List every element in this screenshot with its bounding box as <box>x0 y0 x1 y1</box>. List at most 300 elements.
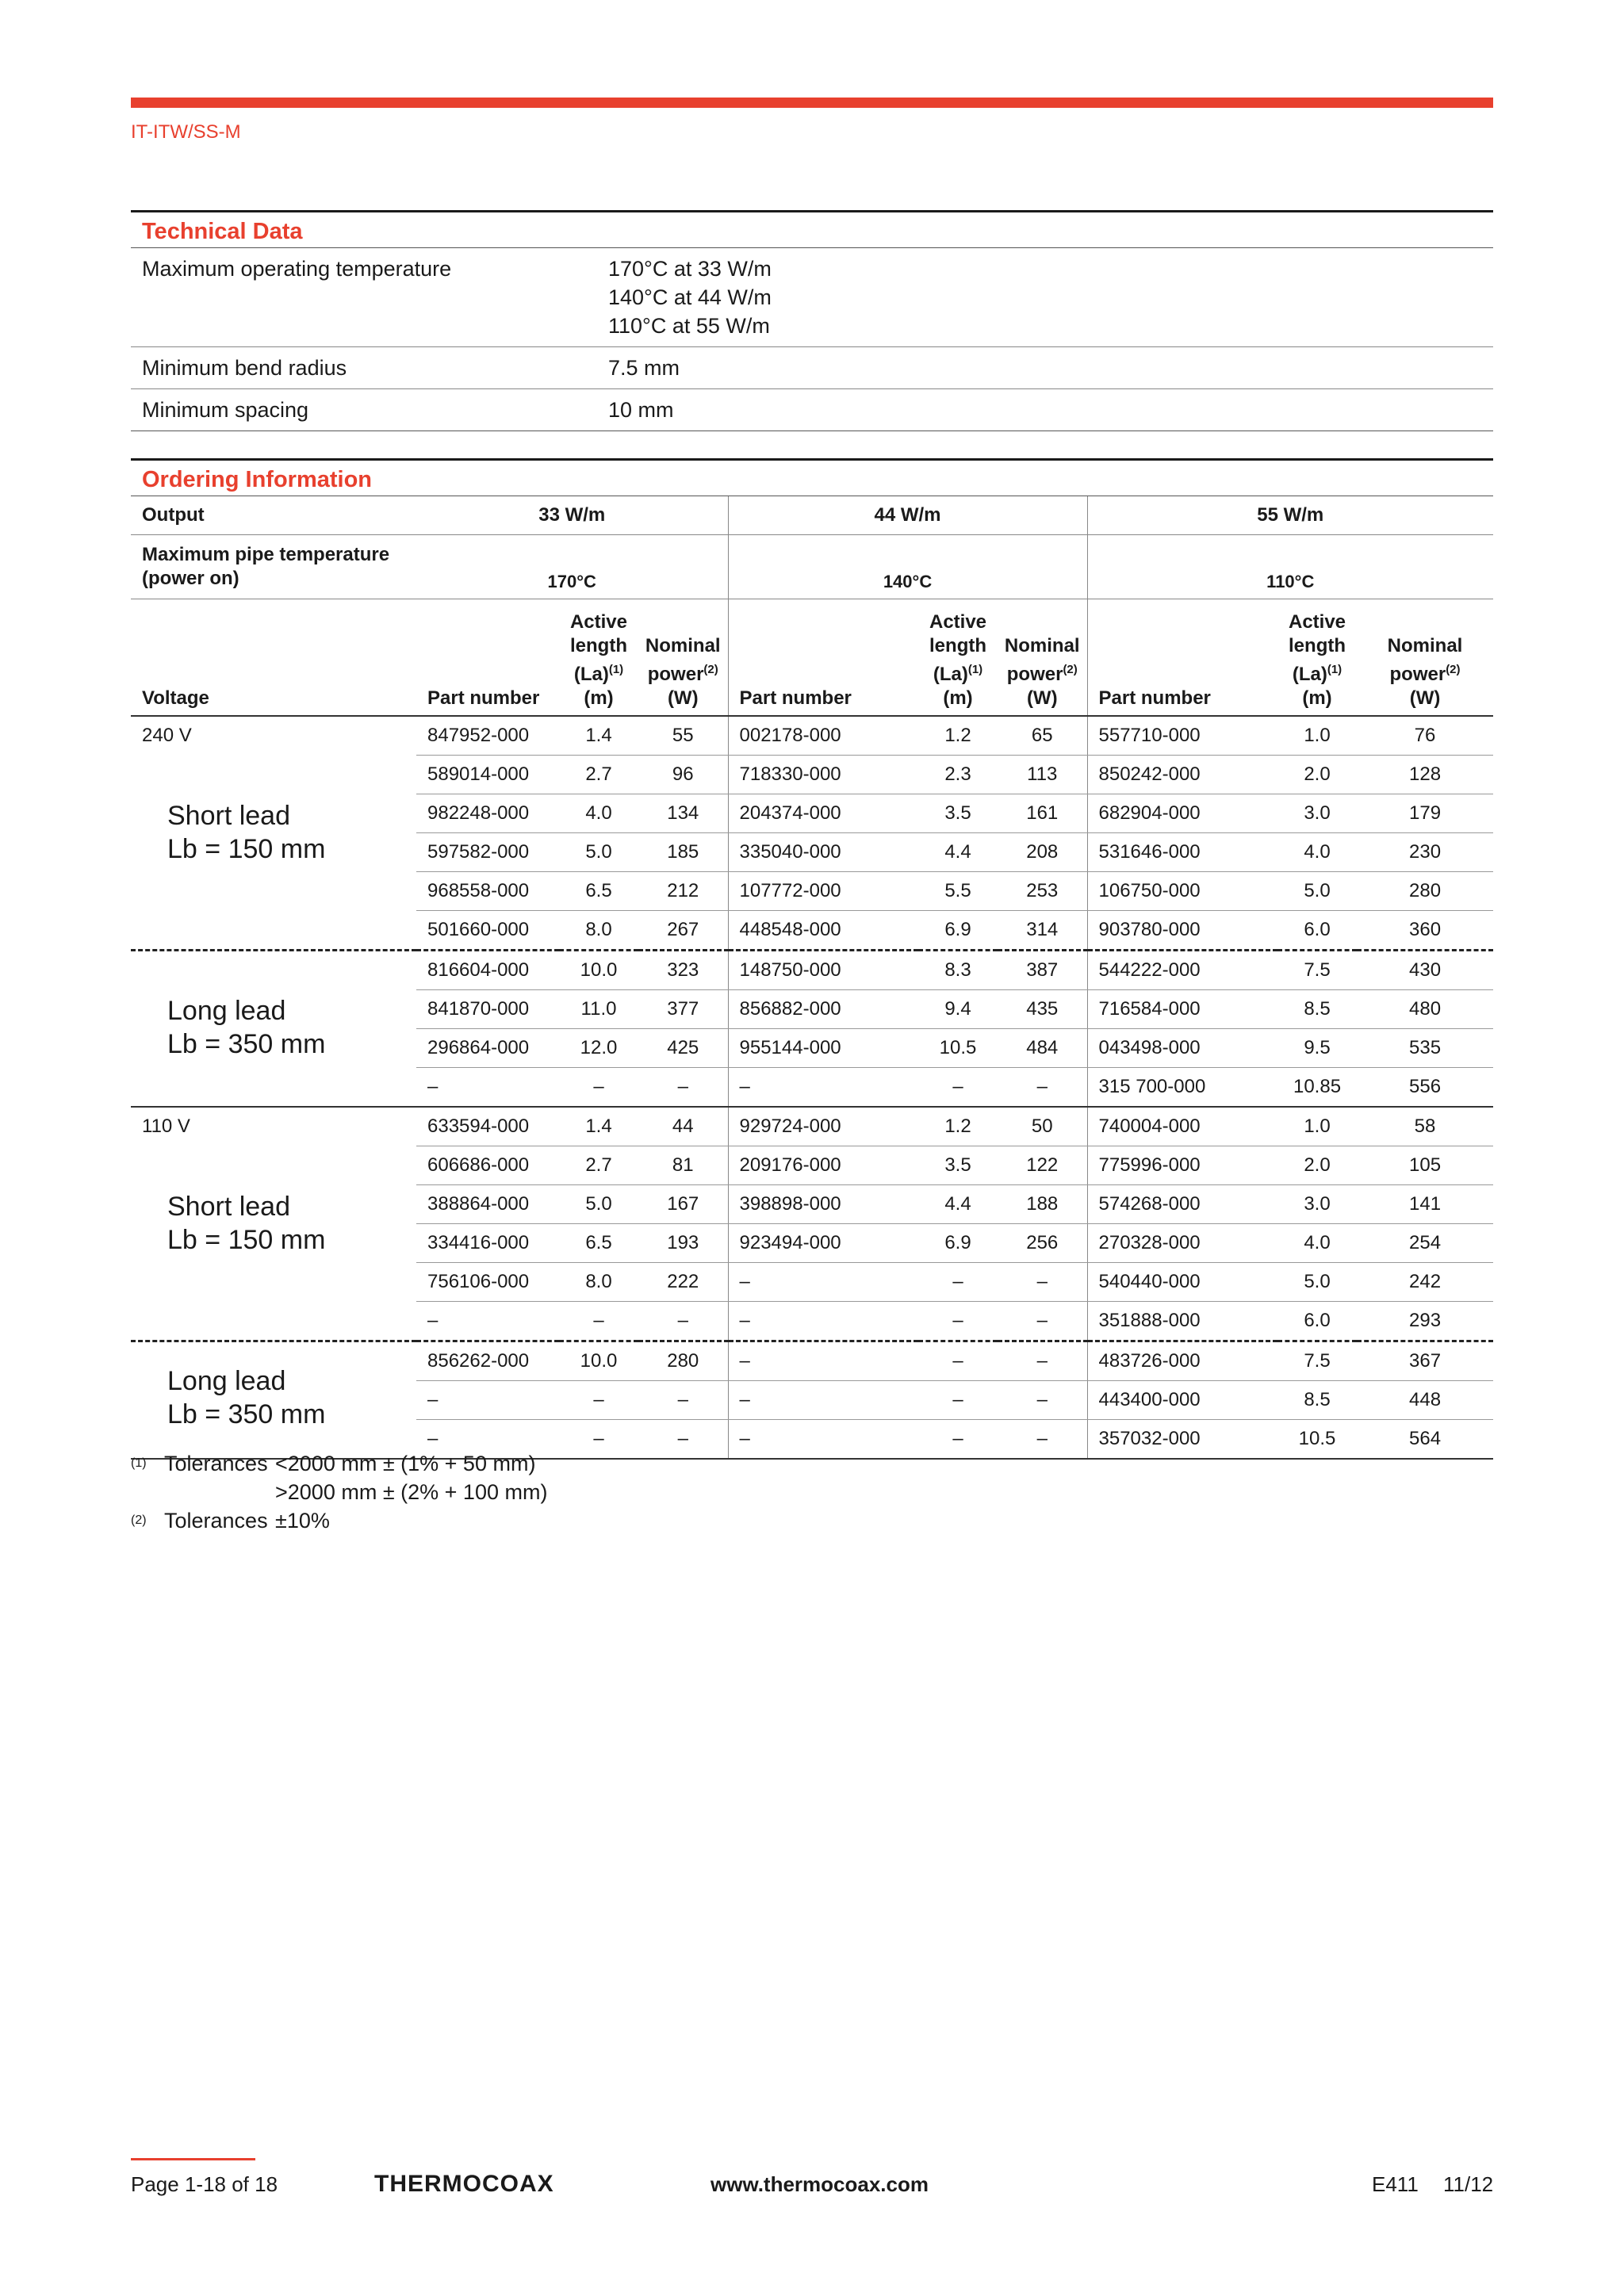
long-lead-line: Long lead <box>167 1366 286 1396</box>
table-cell: – <box>638 1068 728 1108</box>
table-cell: 501660-000 <box>416 911 559 951</box>
col-power-line <box>998 687 1087 710</box>
output-label: Output <box>131 496 416 535</box>
table-cell: 484 <box>998 1029 1087 1068</box>
table-cell: 398898-000 <box>728 1185 918 1224</box>
table-cell: 2.0 <box>1277 1146 1357 1185</box>
short-lead-line: Short lead <box>167 1192 290 1222</box>
table-cell: 929724-000 <box>728 1107 918 1146</box>
col-active-line <box>559 658 638 687</box>
col-power-text: Nominal <box>1004 635 1080 656</box>
col-active-length <box>559 599 638 717</box>
table-cell: 7.5 <box>1277 951 1357 990</box>
col-active-line <box>1277 610 1357 634</box>
table-cell: – <box>559 1381 638 1420</box>
output-33: 33 W/m <box>416 496 728 535</box>
table-cell: 315 700-000 <box>1087 1068 1277 1108</box>
table-cell: – <box>559 1068 638 1108</box>
col-active-line <box>918 634 998 658</box>
voltage-cell <box>131 1107 416 1341</box>
table-cell: 188 <box>998 1185 1087 1224</box>
table-cell: 81 <box>638 1146 728 1185</box>
table-cell: 8.5 <box>1277 1381 1357 1420</box>
table-cell: 230 <box>1357 833 1493 872</box>
max-temp-110: 110°C <box>1087 535 1493 599</box>
footnote-label <box>164 1478 275 1506</box>
table-cell: – <box>559 1302 638 1341</box>
table-cell: 535 <box>1357 1029 1493 1068</box>
table-cell: – <box>416 1302 559 1341</box>
table-cell: 6.5 <box>559 1224 638 1263</box>
table-cell: 1.2 <box>918 716 998 756</box>
table-cell: 8.0 <box>559 1263 638 1302</box>
footnote-text: <2000 mm ± (1% + 50 mm) <box>275 1452 536 1475</box>
table-cell: 222 <box>638 1263 728 1302</box>
col-power-line <box>998 634 1087 658</box>
col-power-line <box>1357 658 1493 687</box>
technical-label: Minimum spacing <box>131 389 597 431</box>
table-cell: 606686-000 <box>416 1146 559 1185</box>
table-cell: 7.5 <box>1277 1341 1357 1381</box>
max-temp-140: 140°C <box>728 535 1087 599</box>
col-voltage: Voltage <box>131 599 416 717</box>
table-cell: 1.2 <box>918 1107 998 1146</box>
top-accent-bar <box>131 98 1493 108</box>
col-power-text: power <box>1389 664 1446 685</box>
short-lead-line: Lb = 150 mm <box>167 834 326 864</box>
table-cell: 280 <box>1357 872 1493 911</box>
table-cell: 556 <box>1357 1068 1493 1108</box>
table-cell: 185 <box>638 833 728 872</box>
table-cell: 5.0 <box>559 833 638 872</box>
technical-label: Maximum operating temperature <box>131 248 597 347</box>
table-cell: 557710-000 <box>1087 716 1277 756</box>
table-row <box>131 716 1493 756</box>
table-cell: 483726-000 <box>1087 1341 1277 1381</box>
col-active-text: (m) <box>1302 687 1332 709</box>
table-cell: – <box>998 1263 1087 1302</box>
table-cell: 3.0 <box>1277 1185 1357 1224</box>
table-cell: 443400-000 <box>1087 1381 1277 1420</box>
table-cell: 540440-000 <box>1087 1263 1277 1302</box>
col-active-length <box>1277 599 1357 717</box>
table-cell: 6.0 <box>1277 1302 1357 1341</box>
table-cell: 113 <box>998 756 1087 794</box>
technical-data-title: Technical Data <box>131 210 1493 248</box>
max-temp-label-line1: Maximum pipe temperature <box>142 544 390 565</box>
col-active-line <box>559 634 638 658</box>
col-active-text: Active <box>1288 611 1346 633</box>
table-cell: 480 <box>1357 990 1493 1029</box>
table-cell: 193 <box>638 1224 728 1263</box>
table-cell: – <box>998 1420 1087 1460</box>
table-cell: 55 <box>638 716 728 756</box>
footnote-ref-2: (2) <box>703 663 718 676</box>
table-cell: 5.0 <box>1277 872 1357 911</box>
table-cell: 633594-000 <box>416 1107 559 1146</box>
table-cell: 856882-000 <box>728 990 918 1029</box>
table-cell: 8.0 <box>559 911 638 951</box>
table-cell: 1.4 <box>559 716 638 756</box>
footnote-ref-1: (1) <box>1327 663 1342 676</box>
table-cell: 377 <box>638 990 728 1029</box>
table-cell: 847952-000 <box>416 716 559 756</box>
ordering-table <box>131 496 1493 1460</box>
technical-data-section <box>131 210 1493 431</box>
table-cell: 10.5 <box>1277 1420 1357 1460</box>
table-cell: 5.0 <box>1277 1263 1357 1302</box>
table-cell: 209176-000 <box>728 1146 918 1185</box>
technical-row <box>131 389 1493 431</box>
ordering-information-section <box>131 458 1493 1460</box>
col-active-line <box>918 687 998 710</box>
footnote-marker: (1) <box>131 1456 147 1470</box>
short-lead-line: Short lead <box>167 801 290 831</box>
table-cell: 267 <box>638 911 728 951</box>
document-code: IT-ITW/SS-M <box>131 121 241 143</box>
table-cell: – <box>918 1341 998 1381</box>
table-cell: 5.5 <box>918 872 998 911</box>
footnote-text: ±10% <box>275 1509 330 1533</box>
table-cell: 850242-000 <box>1087 756 1277 794</box>
table-row <box>131 1107 1493 1146</box>
footnote-ref-2: (2) <box>1446 663 1461 676</box>
footnote-marker <box>131 1478 164 1506</box>
col-active-text: (m) <box>943 687 973 709</box>
table-cell: 982248-000 <box>416 794 559 833</box>
table-cell: 1.0 <box>1277 716 1357 756</box>
table-cell: 58 <box>1357 1107 1493 1146</box>
col-power-text: (W) <box>1409 687 1441 709</box>
table-cell: – <box>918 1068 998 1108</box>
table-row <box>131 951 1493 990</box>
table-cell: 448548-000 <box>728 911 918 951</box>
footer-date: 11/12 <box>1443 2172 1494 2196</box>
col-active-length <box>918 599 998 717</box>
footnote-ref-1: (1) <box>608 663 624 676</box>
table-cell: 270328-000 <box>1087 1224 1277 1263</box>
output-55: 55 W/m <box>1087 496 1493 535</box>
table-cell: – <box>998 1302 1087 1341</box>
table-cell: – <box>416 1381 559 1420</box>
table-cell: 531646-000 <box>1087 833 1277 872</box>
footnote-label: Tolerances <box>164 1452 268 1475</box>
col-active-text: Active <box>569 611 628 633</box>
long-lead-label <box>167 994 325 1061</box>
table-cell: 148750-000 <box>728 951 918 990</box>
table-cell: – <box>638 1302 728 1341</box>
footnote-line <box>131 1506 547 1535</box>
table-row <box>131 1341 1493 1381</box>
table-cell: 335040-000 <box>728 833 918 872</box>
table-cell: 6.9 <box>918 1224 998 1263</box>
col-power-line <box>998 658 1087 687</box>
table-cell: 8.3 <box>918 951 998 990</box>
table-cell: 448 <box>1357 1381 1493 1420</box>
col-active-text: (m) <box>584 687 614 709</box>
col-power-text: power <box>1006 664 1063 685</box>
table-cell: 043498-000 <box>1087 1029 1277 1068</box>
short-lead-line: Lb = 150 mm <box>167 1225 326 1255</box>
col-part-number: Part number <box>728 599 918 717</box>
table-cell: 10.0 <box>559 951 638 990</box>
voltage-label: 240 V <box>142 725 192 746</box>
footer-accent-line <box>131 2158 255 2160</box>
table-cell: 388864-000 <box>416 1185 559 1224</box>
table-cell: 314 <box>998 911 1087 951</box>
table-cell: 968558-000 <box>416 872 559 911</box>
table-cell: 740004-000 <box>1087 1107 1277 1146</box>
table-cell: 1.4 <box>559 1107 638 1146</box>
table-cell: 903780-000 <box>1087 911 1277 951</box>
table-cell: 775996-000 <box>1087 1146 1277 1185</box>
short-lead-label <box>167 799 325 866</box>
table-cell: 6.9 <box>918 911 998 951</box>
table-cell: 430 <box>1357 951 1493 990</box>
table-cell: 544222-000 <box>1087 951 1277 990</box>
table-cell: 334416-000 <box>416 1224 559 1263</box>
table-cell: – <box>918 1263 998 1302</box>
footnote-ref-1: (1) <box>967 663 983 676</box>
table-cell: 589014-000 <box>416 756 559 794</box>
table-cell: 122 <box>998 1146 1087 1185</box>
table-cell: 8.5 <box>1277 990 1357 1029</box>
footnote-label: Tolerances <box>164 1509 268 1533</box>
max-temp-row <box>131 535 1493 599</box>
table-cell: 923494-000 <box>728 1224 918 1263</box>
footnote-line <box>131 1449 547 1478</box>
table-cell: – <box>728 1068 918 1108</box>
table-cell: 2.3 <box>918 756 998 794</box>
col-active-text: length <box>570 635 627 656</box>
table-cell: 2.0 <box>1277 756 1357 794</box>
table-cell: – <box>416 1420 559 1460</box>
table-cell: 128 <box>1357 756 1493 794</box>
table-cell: 11.0 <box>559 990 638 1029</box>
table-cell: 208 <box>998 833 1087 872</box>
technical-value-line: 110°C at 55 W/m <box>608 314 770 338</box>
table-cell: 716584-000 <box>1087 990 1277 1029</box>
table-cell: 1.0 <box>1277 1107 1357 1146</box>
short-lead-label <box>167 1190 325 1257</box>
table-cell: 682904-000 <box>1087 794 1277 833</box>
lead-cell <box>131 1341 416 1460</box>
output-row <box>131 496 1493 535</box>
column-header-row <box>131 599 1493 717</box>
table-cell: 280 <box>638 1341 728 1381</box>
col-power-line <box>638 634 728 658</box>
table-cell: 254 <box>1357 1224 1493 1263</box>
table-cell: – <box>728 1302 918 1341</box>
table-cell: 002178-000 <box>728 716 918 756</box>
col-part-number: Part number <box>416 599 559 717</box>
footer-doc-code: E411 <box>1372 2172 1419 2196</box>
long-lead-line: Long lead <box>167 996 286 1026</box>
col-nominal-power <box>1357 599 1493 717</box>
col-nominal-power <box>998 599 1087 717</box>
footer-brand-logo: THERMOCOAX <box>374 2171 554 2197</box>
table-cell: 756106-000 <box>416 1263 559 1302</box>
table-cell: 5.0 <box>559 1185 638 1224</box>
table-cell: 4.0 <box>1277 1224 1357 1263</box>
table-cell: 10.5 <box>918 1029 998 1068</box>
footnote-marker: (2) <box>131 1513 147 1527</box>
col-power-line <box>1357 634 1493 658</box>
col-active-line <box>559 610 638 634</box>
col-active-line <box>559 687 638 710</box>
table-cell: 9.5 <box>1277 1029 1357 1068</box>
col-power-line <box>638 687 728 710</box>
table-cell: 9.4 <box>918 990 998 1029</box>
technical-value-line: 7.5 mm <box>608 356 680 380</box>
table-cell: 204374-000 <box>728 794 918 833</box>
table-cell: 387 <box>998 951 1087 990</box>
col-active-line <box>918 610 998 634</box>
technical-data-table <box>131 248 1493 431</box>
table-cell: – <box>728 1263 918 1302</box>
table-cell: – <box>728 1420 918 1460</box>
table-cell: 3.0 <box>1277 794 1357 833</box>
table-cell: 134 <box>638 794 728 833</box>
table-cell: 179 <box>1357 794 1493 833</box>
table-cell: – <box>638 1381 728 1420</box>
col-active-line <box>918 658 998 687</box>
table-cell: – <box>998 1068 1087 1108</box>
table-cell: 856262-000 <box>416 1341 559 1381</box>
output-44: 44 W/m <box>728 496 1087 535</box>
technical-value <box>597 389 1493 431</box>
long-lead-line: Lb = 350 mm <box>167 1399 326 1429</box>
table-cell: – <box>918 1420 998 1460</box>
table-cell: 4.4 <box>918 833 998 872</box>
table-cell: – <box>918 1302 998 1341</box>
col-active-text: Active <box>929 611 987 633</box>
col-active-text: length <box>1289 635 1346 656</box>
table-cell: 955144-000 <box>728 1029 918 1068</box>
technical-value-line: 170°C at 33 W/m <box>608 257 772 281</box>
col-part-number: Part number <box>1087 599 1277 717</box>
col-active-text: (La) <box>1292 664 1327 685</box>
footnote-line <box>131 1478 547 1506</box>
col-power-text: Nominal <box>645 635 721 656</box>
table-cell: 106750-000 <box>1087 872 1277 911</box>
max-temp-label-line2: (power on) <box>142 568 239 589</box>
table-cell: 574268-000 <box>1087 1185 1277 1224</box>
table-cell: 105 <box>1357 1146 1493 1185</box>
table-cell: 841870-000 <box>416 990 559 1029</box>
col-active-line <box>1277 687 1357 710</box>
long-lead-line: Lb = 350 mm <box>167 1029 326 1059</box>
table-cell: 50 <box>998 1107 1087 1146</box>
table-cell: 296864-000 <box>416 1029 559 1068</box>
table-cell: 107772-000 <box>728 872 918 911</box>
table-cell: 816604-000 <box>416 951 559 990</box>
table-cell: 256 <box>998 1224 1087 1263</box>
footer-url: www.thermocoax.com <box>710 2172 929 2196</box>
table-cell: 212 <box>638 872 728 911</box>
table-cell: – <box>638 1420 728 1460</box>
table-cell: – <box>918 1381 998 1420</box>
table-cell: 3.5 <box>918 794 998 833</box>
table-cell: 360 <box>1357 911 1493 951</box>
table-cell: 564 <box>1357 1420 1493 1460</box>
table-cell: 10.85 <box>1277 1068 1357 1108</box>
table-cell: 367 <box>1357 1341 1493 1381</box>
table-cell: 351888-000 <box>1087 1302 1277 1341</box>
table-cell: 425 <box>638 1029 728 1068</box>
col-power-text: (W) <box>667 687 699 709</box>
table-cell: – <box>559 1420 638 1460</box>
table-cell: – <box>998 1341 1087 1381</box>
technical-value <box>597 248 1493 347</box>
table-cell: 6.0 <box>1277 911 1357 951</box>
table-cell: 3.5 <box>918 1146 998 1185</box>
col-power-text: power <box>647 664 704 685</box>
table-cell: 242 <box>1357 1263 1493 1302</box>
table-cell: 12.0 <box>559 1029 638 1068</box>
technical-label: Minimum bend radius <box>131 347 597 389</box>
table-cell: 167 <box>638 1185 728 1224</box>
voltage-cell <box>131 716 416 951</box>
footnote-ref-2: (2) <box>1063 663 1078 676</box>
voltage-label: 110 V <box>142 1115 190 1137</box>
table-cell: – <box>416 1068 559 1108</box>
table-cell: 4.0 <box>1277 833 1357 872</box>
table-cell: 2.7 <box>559 756 638 794</box>
lead-cell <box>131 951 416 1108</box>
table-cell: 76 <box>1357 716 1493 756</box>
ordering-information-title: Ordering Information <box>131 458 1493 496</box>
table-cell: 293 <box>1357 1302 1493 1341</box>
technical-row <box>131 248 1493 347</box>
table-cell: 96 <box>638 756 728 794</box>
max-temp-170: 170°C <box>416 535 728 599</box>
table-cell: 161 <box>998 794 1087 833</box>
technical-value-line: 140°C at 44 W/m <box>608 285 772 309</box>
table-cell: 718330-000 <box>728 756 918 794</box>
technical-value <box>597 347 1493 389</box>
table-cell: 4.4 <box>918 1185 998 1224</box>
col-active-text: length <box>929 635 987 656</box>
table-cell: 435 <box>998 990 1087 1029</box>
table-cell: 323 <box>638 951 728 990</box>
long-lead-label <box>167 1364 325 1431</box>
table-cell: 10.0 <box>559 1341 638 1381</box>
table-cell: – <box>728 1341 918 1381</box>
col-power-text: Nominal <box>1387 635 1463 656</box>
table-cell: 2.7 <box>559 1146 638 1185</box>
footnote-text: >2000 mm ± (2% + 100 mm) <box>275 1480 548 1504</box>
col-active-text: (La) <box>933 664 968 685</box>
col-nominal-power <box>638 599 728 717</box>
table-cell: 253 <box>998 872 1087 911</box>
table-cell: – <box>728 1381 918 1420</box>
col-power-text: (W) <box>1026 687 1058 709</box>
col-active-text: (La) <box>573 664 609 685</box>
col-active-line <box>1277 658 1357 687</box>
table-cell: 65 <box>998 716 1087 756</box>
max-temp-label <box>131 535 416 599</box>
technical-row <box>131 347 1493 389</box>
table-cell: 357032-000 <box>1087 1420 1277 1460</box>
footer-page: Page 1-18 of 18 <box>131 2172 278 2196</box>
technical-value-line: 10 mm <box>608 398 674 422</box>
col-power-line <box>1357 687 1493 710</box>
table-cell: – <box>998 1381 1087 1420</box>
col-power-line <box>638 658 728 687</box>
table-cell: 141 <box>1357 1185 1493 1224</box>
table-cell: 44 <box>638 1107 728 1146</box>
